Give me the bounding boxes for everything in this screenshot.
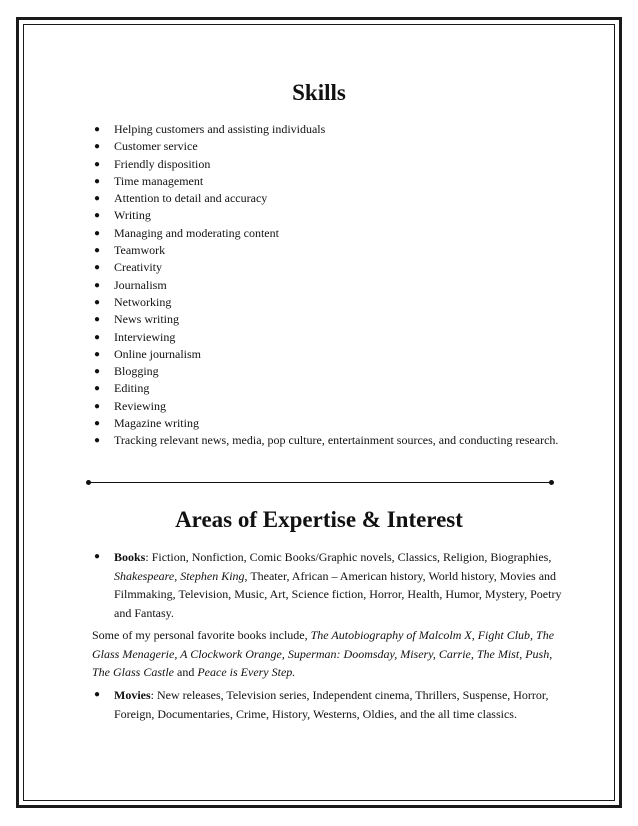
bullet-icon: ● [93,689,101,700]
bullet-icon: ● [93,158,101,170]
skill-label: Interviewing [114,329,176,344]
skill-label: Journalism [114,277,167,292]
bullet-icon: ● [93,124,101,135]
skill-item [92,294,572,311]
movies-item [92,686,572,723]
bullet-icon: ● [93,348,101,360]
books-label: Books [114,550,146,564]
skill-item [92,398,572,415]
bullet-icon: ● [93,296,101,308]
skill-item [92,225,572,242]
skill-item [92,242,572,259]
skill-label: News writing [114,312,179,327]
skill-label: Magazine writing [114,416,199,431]
bullet-icon: ● [93,279,101,291]
skill-item [92,363,572,380]
bullet-icon: ● [93,366,101,378]
bullet-icon: ● [93,314,101,326]
bullet-icon: ● [93,262,101,274]
skill-item [92,432,572,449]
skill-label: Time management [114,173,204,188]
bullet-icon: ● [93,141,101,153]
skill-label: Managing and moderating content [114,225,279,240]
skills-list [92,121,572,450]
skill-item [92,380,572,397]
skill-item [92,415,572,432]
areas-heading: Areas of Expertise & Interest [175,507,463,532]
favorites-titles: The Autobiography of Malcolm X, Fight Club, The Glass Menagerie, A Clockwork Orange, Superman: Doomsday, Misery, Carrie, The Mist, Push, The Glass Castle [92,628,555,679]
skill-item [92,190,572,207]
skill-label: Editing [114,381,150,396]
bullet-icon: ● [93,245,101,257]
section-divider [86,480,554,486]
movies-label: Movies [114,688,151,702]
skill-label: Online journalism [114,346,201,361]
bullet-icon: ● [93,400,101,412]
divider-line [90,482,550,483]
books-sep: , [174,568,181,583]
bullet-icon: ● [93,227,101,239]
skill-item [92,311,572,328]
skill-item [92,346,572,363]
bullet-icon: ● [93,551,101,562]
favorites-and: and [174,665,198,679]
skill-label: Reviewing [114,398,166,413]
bullet-icon: ● [93,193,101,205]
favorites-text: Some of my personal favorite books include, [92,628,311,642]
books-item [92,548,572,622]
skill-item [92,156,572,173]
bullet-icon: ● [93,175,101,187]
skill-item [92,121,572,138]
skill-item [92,207,572,224]
skill-label: Customer service [114,139,198,154]
books-text-2: , Theater, African – American history, World history, Movies and Filmmaking, Television, Music, Art, Science fiction, Horror, Health, Humor, Mystery, Poetry and Fantasy. [114,568,562,620]
movies-text: : New releases, Television series, Independent cinema, Thrillers, Suspense, Horror, Foreign, Documentaries, Crime, History, Westerns, Oldies, and the all time classics. [114,688,549,721]
skill-item [92,277,572,294]
skill-label: Creativity [114,260,162,275]
skill-item [92,173,572,190]
skill-item [92,259,572,276]
favorites-last-title: Peace is Every Step. [197,665,296,679]
skills-heading: Skills [292,80,346,105]
books-italic-king: Stephen King [180,568,245,583]
divider-dot-left [86,480,91,485]
bullet-icon: ● [93,331,101,343]
divider-dot-right [549,480,554,485]
skill-label: Blogging [114,364,159,379]
skill-label: Friendly disposition [114,156,211,171]
books-italic-shakespeare: Shakespeare [114,568,175,583]
skill-label: Writing [114,208,151,223]
skill-label: Teamwork [114,243,166,258]
skill-item [92,138,572,155]
bullet-icon: ● [93,435,101,447]
bullet-icon: ● [93,418,101,430]
skill-label: Helping customers and assisting individuals [114,122,326,136]
skill-label: Attention to detail and accuracy [114,191,268,206]
skill-item [92,329,572,346]
books-text: : Fiction, Nonfiction, Comic Books/Graphic novels, Classics, Religion, Biographies, [145,550,552,564]
skill-label: Tracking relevant news, media, pop culture, entertainment sources, and conducting research. [114,433,559,448]
favorite-books-paragraph [92,626,562,682]
bullet-icon: ● [93,210,101,222]
bullet-icon: ● [93,383,101,395]
skill-label: Networking [114,294,172,309]
